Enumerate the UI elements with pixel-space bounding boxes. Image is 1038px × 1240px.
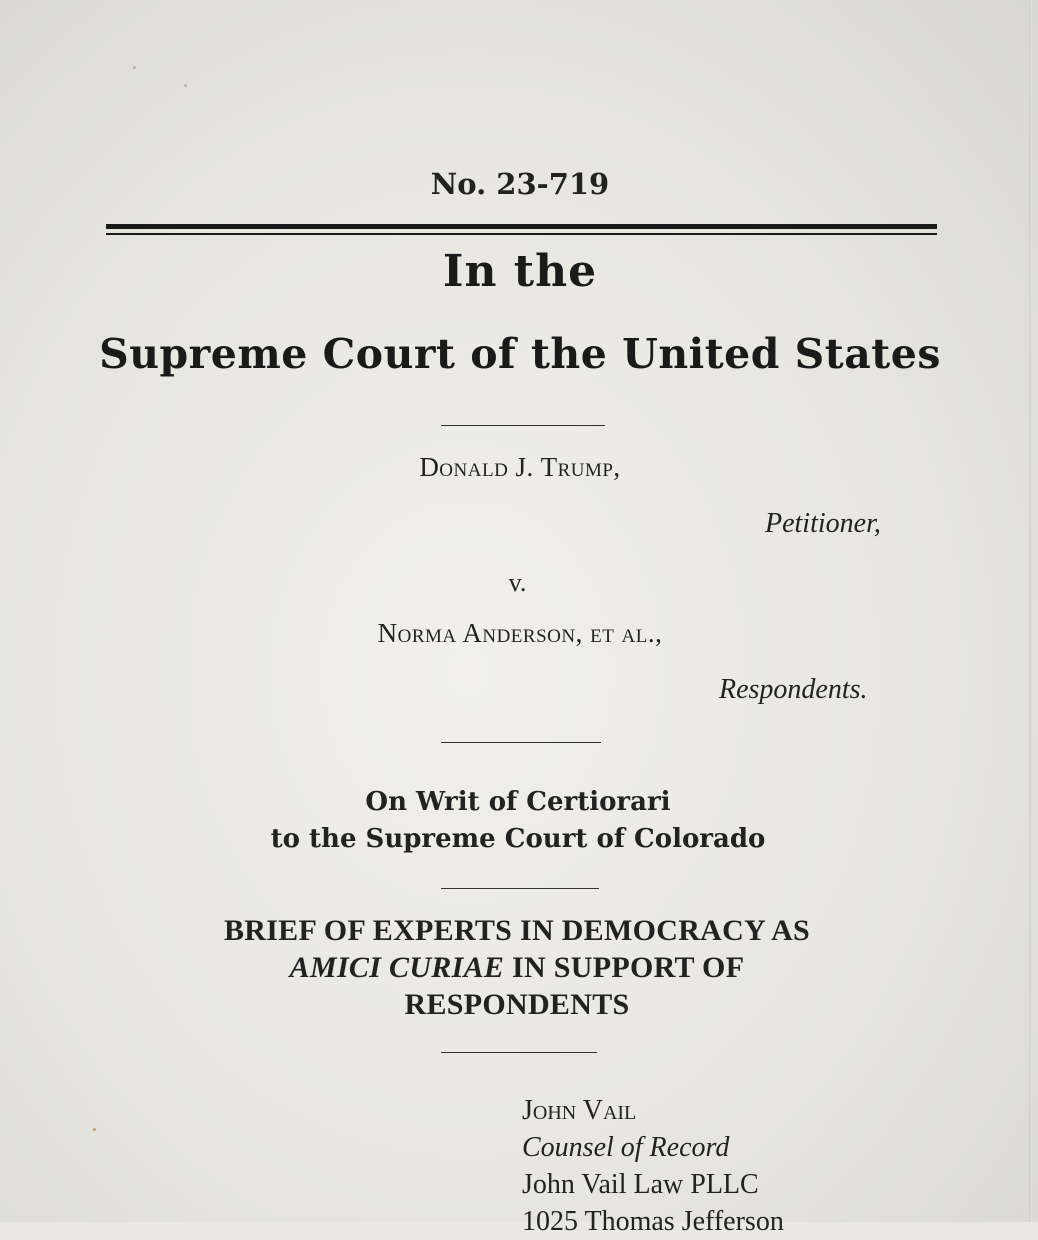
brief-title-line1: BRIEF OF EXPERTS IN DEMOCRACY AS bbox=[223, 914, 811, 947]
versus: v. bbox=[508, 568, 527, 597]
docket-number: No. 23-719 bbox=[430, 167, 610, 201]
counsel-address: 1025 Thomas Jefferson bbox=[522, 1206, 784, 1237]
counsel-block bbox=[522, 1092, 784, 1240]
header-rule-thin bbox=[106, 233, 937, 235]
separator-rule bbox=[441, 742, 601, 743]
separator-rule bbox=[441, 425, 605, 426]
writ-line2: to the Supreme Court of Colorado bbox=[270, 824, 766, 854]
counsel-firm: John Vail Law PLLC bbox=[522, 1169, 759, 1200]
brief-title-line3: RESPONDENTS bbox=[404, 988, 630, 1021]
court-caption-line1: In the bbox=[442, 246, 598, 297]
brief-title-line2 bbox=[0, 949, 1034, 986]
respondent-role: Respondents. bbox=[719, 674, 868, 705]
header-rule-thick bbox=[106, 224, 937, 229]
separator-rule bbox=[441, 888, 599, 889]
counsel-name: John Vail bbox=[522, 1095, 637, 1126]
petitioner-name: Donald J. Trump, bbox=[419, 452, 621, 482]
counsel-title: Counsel of Record bbox=[522, 1132, 730, 1163]
brief-title-line2-rest: IN SUPPORT OF bbox=[504, 951, 745, 984]
petitioner-role: Petitioner, bbox=[765, 508, 881, 539]
amici-curiae-italic: AMICI CURIAE bbox=[289, 951, 505, 984]
writ-line1: On Writ of Certiorari bbox=[365, 787, 671, 817]
respondent-name: Norma Anderson, et al., bbox=[377, 618, 663, 648]
court-caption-line2: Supreme Court of the United States bbox=[99, 330, 941, 378]
separator-rule bbox=[441, 1052, 597, 1053]
